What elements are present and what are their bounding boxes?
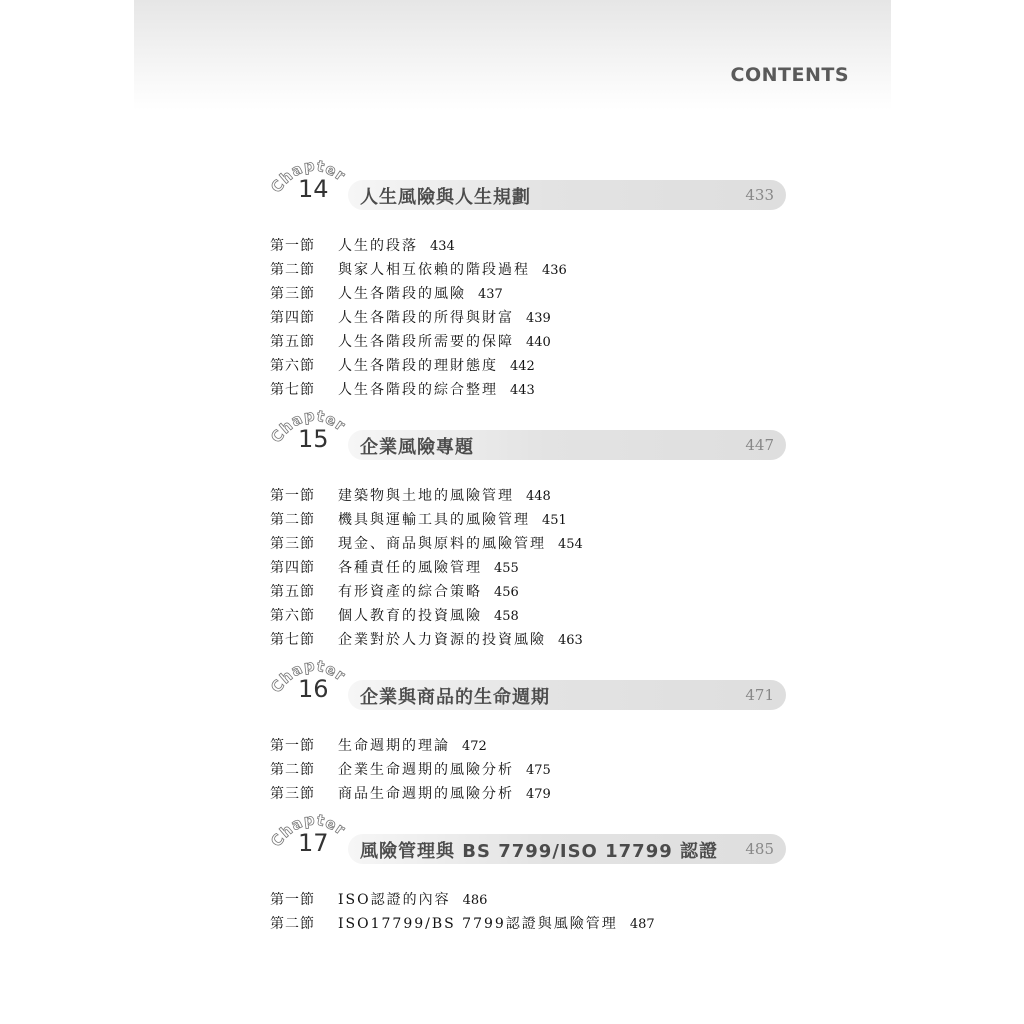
- section-page-number: 472: [462, 739, 487, 754]
- chapter-page-number: 471: [745, 686, 774, 704]
- section-page-number: 486: [462, 893, 488, 908]
- section-entry[interactable]: [270, 912, 790, 936]
- section-entry[interactable]: [270, 484, 790, 508]
- chapter-page-number: 485: [745, 840, 774, 858]
- contents-heading: CONTENTS: [730, 64, 849, 86]
- section-label: 第七節: [270, 632, 315, 648]
- section-page-number: 475: [526, 763, 551, 778]
- section-title: ISO認證的內容: [338, 892, 451, 908]
- section-label: 第二節: [270, 262, 315, 278]
- section-title: 生命週期的理論: [338, 738, 450, 754]
- section-page-number: 458: [494, 609, 519, 624]
- section-title: 企業對於人力資源的投資風險: [338, 632, 546, 648]
- chapter-header: [267, 406, 790, 488]
- section-page-number: 439: [526, 311, 551, 326]
- section-label: 第四節: [270, 310, 315, 326]
- book-page: [134, 0, 891, 1024]
- section-page-number: 440: [526, 335, 551, 350]
- section-label: 第一節: [270, 892, 315, 908]
- section-title: 商品生命週期的風險分析: [338, 786, 514, 802]
- chapter-number: 15: [298, 425, 329, 453]
- section-label: 第五節: [270, 334, 315, 350]
- chapter-title: 企業與商品的生命週期: [360, 687, 550, 708]
- section-title: 人生的段落: [338, 238, 418, 254]
- section-entry[interactable]: [270, 580, 790, 604]
- section-entry[interactable]: [270, 556, 790, 580]
- chapter-block: [267, 156, 790, 402]
- section-title: 建築物與土地的風險管理: [338, 488, 514, 504]
- section-entry[interactable]: [270, 532, 790, 556]
- chapter-word: Chapter: [267, 156, 350, 197]
- section-entry[interactable]: [270, 234, 790, 258]
- section-page-number: 442: [510, 359, 535, 374]
- section-entry[interactable]: [270, 758, 790, 782]
- section-label: 第一節: [270, 738, 315, 754]
- section-title: 與家人相互依賴的階段過程: [338, 262, 530, 278]
- section-entry[interactable]: [270, 354, 790, 378]
- section-page-number: 437: [478, 287, 503, 302]
- section-title: 人生各階段的理財態度: [338, 358, 498, 374]
- section-title: 人生各階段的所得與財富: [338, 310, 514, 326]
- section-list: [270, 888, 790, 936]
- section-page-number: 448: [526, 489, 551, 504]
- chapter-title: 風險管理與 BS 7799/ISO 17799 認證: [360, 841, 719, 862]
- chapter-title-bar[interactable]: [348, 680, 786, 710]
- section-label: 第三節: [270, 536, 315, 552]
- chapter-page-number: 447: [745, 436, 774, 454]
- section-label: 第二節: [270, 512, 315, 528]
- section-page-number: 434: [430, 239, 455, 254]
- section-title: 有形資產的綜合策略: [338, 584, 482, 600]
- section-page-number: 436: [542, 263, 567, 278]
- chapter-word: Chapter: [267, 810, 350, 851]
- section-list: [270, 734, 790, 806]
- section-entry[interactable]: [270, 258, 790, 282]
- section-page-number: 463: [558, 633, 583, 648]
- chapter-title: 人生風險與人生規劃: [360, 187, 531, 208]
- chapter-title-bar[interactable]: [348, 180, 786, 210]
- chapter-word: Chapter: [267, 406, 350, 447]
- section-label: 第六節: [270, 358, 315, 374]
- section-label: 第三節: [270, 786, 315, 802]
- chapter-header: [267, 810, 790, 892]
- section-entry[interactable]: [270, 306, 790, 330]
- section-entry[interactable]: [270, 734, 790, 758]
- section-entry[interactable]: [270, 508, 790, 532]
- section-title: 企業生命週期的風險分析: [338, 762, 514, 778]
- section-entry[interactable]: [270, 604, 790, 628]
- section-entry[interactable]: [270, 888, 790, 912]
- section-title: 人生各階段的風險: [338, 286, 466, 302]
- chapter-title-bar[interactable]: [348, 430, 786, 460]
- section-label: 第七節: [270, 382, 315, 398]
- chapter-title: 企業風險專題: [360, 437, 474, 458]
- chapter-header: [267, 156, 790, 238]
- chapter-block: [267, 406, 790, 652]
- section-page-number: 443: [510, 383, 535, 398]
- section-entry[interactable]: [270, 628, 790, 652]
- chapter-title-bar[interactable]: [348, 834, 786, 864]
- chapter-block: [267, 810, 790, 936]
- chapter-number: 17: [298, 829, 329, 857]
- section-list: [270, 484, 790, 652]
- section-page-number: 479: [526, 787, 551, 802]
- section-label: 第五節: [270, 584, 315, 600]
- section-entry[interactable]: [270, 282, 790, 306]
- section-page-number: 455: [494, 561, 519, 576]
- section-title: 人生各階段所需要的保障: [338, 334, 514, 350]
- section-entry[interactable]: [270, 782, 790, 806]
- section-title: 機具與運輸工具的風險管理: [338, 512, 530, 528]
- chapter-header: [267, 656, 790, 738]
- page-header-band: [134, 0, 891, 110]
- section-label: 第三節: [270, 286, 315, 302]
- section-title: 人生各階段的綜合整理: [338, 382, 498, 398]
- section-title: 各種責任的風險管理: [338, 560, 482, 576]
- section-label: 第二節: [270, 762, 315, 778]
- section-page-number: 487: [629, 917, 655, 932]
- section-label: 第一節: [270, 238, 315, 254]
- section-label: 第四節: [270, 560, 315, 576]
- chapter-number: 16: [298, 675, 329, 703]
- section-title: 現金、商品與原料的風險管理: [338, 536, 546, 552]
- section-page-number: 454: [558, 537, 583, 552]
- section-page-number: 451: [542, 513, 567, 528]
- chapter-block: [267, 656, 790, 806]
- section-entry[interactable]: [270, 378, 790, 402]
- section-label: 第六節: [270, 608, 315, 624]
- section-page-number: 456: [494, 585, 519, 600]
- chapter-number: 14: [298, 175, 329, 203]
- section-label: 第一節: [270, 488, 315, 504]
- section-label: 第二節: [270, 916, 315, 932]
- section-title: ISO17799/BS 7799認證與風險管理: [338, 916, 618, 932]
- section-entry[interactable]: [270, 330, 790, 354]
- section-list: [270, 234, 790, 402]
- chapter-page-number: 433: [745, 186, 774, 204]
- chapter-word: Chapter: [267, 656, 350, 697]
- section-title: 個人教育的投資風險: [338, 608, 482, 624]
